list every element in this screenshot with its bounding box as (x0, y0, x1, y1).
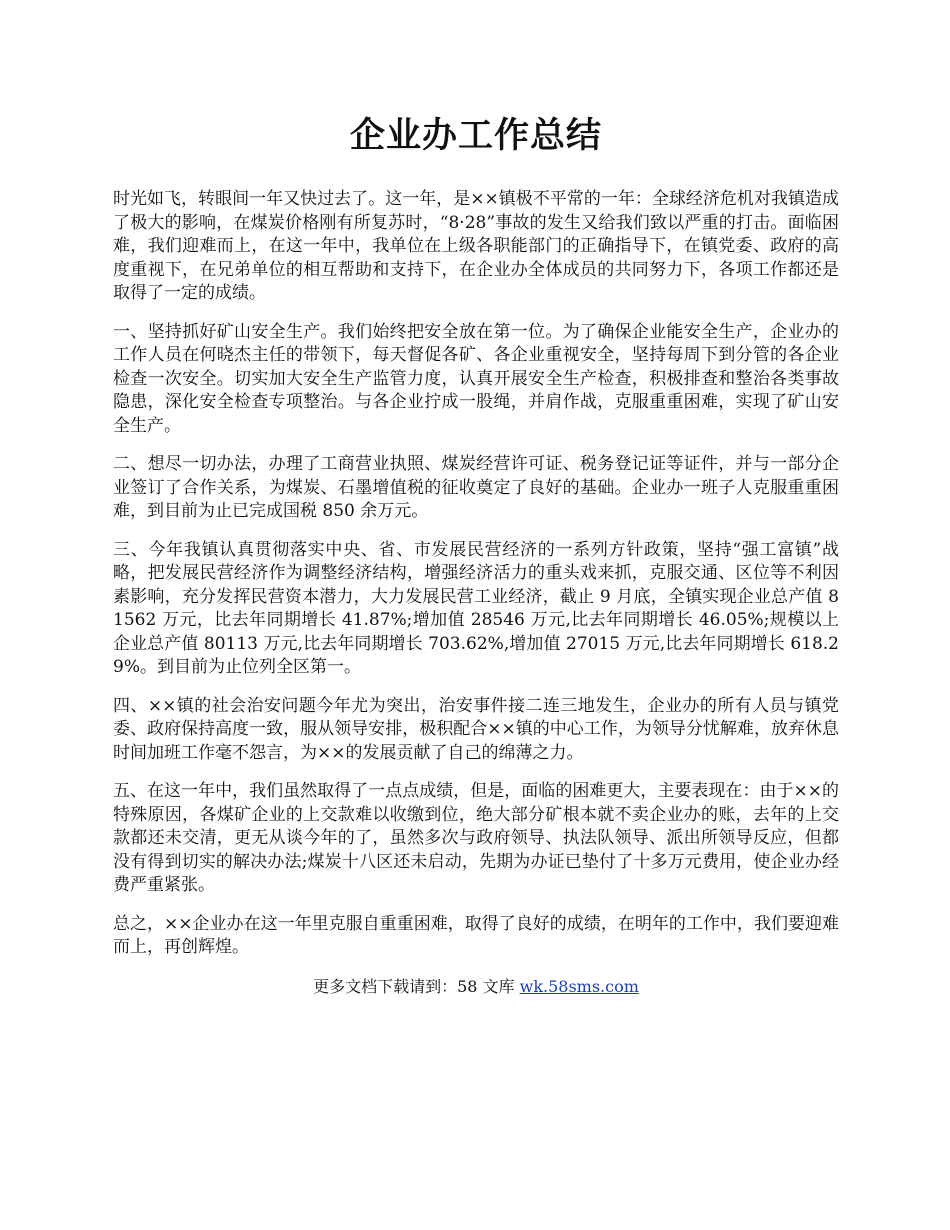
footer-prefix: 更多文档下载请到：58 文库 (313, 976, 520, 996)
paragraph-section-2: 二、想尽一切办法，办理了工商营业执照、煤炭经营许可证、税务登记证等证件，并与一部分企业签订了合作关系，为煤炭、石墨增值税的征收奠定了良好的基础。企业办一班子人克服重重困难，到目前为止已完成国税 850 余万元。 (113, 454, 839, 521)
paragraph-section-5: 五、在这一年中，我们虽然取得了一点点成绩，但是，面临的困难更大，主要表现在：由于××的特殊原因，各煤矿企业的上交款难以收缴到位，绝大部分矿根本就不卖企业办的账，去年的上交款都还未交清，更无从谈今年的了，虽然多次与政府领导、执法队领导、派出所领导反应，但都没有得到切实的解决办法;煤炭十八区还未启动，先期为办证已垫付了十多万元费用，使企业办经费严重紧张。 (113, 781, 839, 895)
footer-link[interactable]: wk.58sms.com (519, 976, 639, 996)
paragraph-section-1: 一、坚持抓好矿山安全生产。我们始终把安全放在第一位。为了确保企业能安全生产，企业办的工作人员在何晓杰主任的带领下，每天督促各矿、各企业重视安全，坚持每周下到分管的各企业检查一次安全。切实加大安全生产监管力度，认真开展安全生产检查，积极排查和整治各类事故隐患，深化安全检查专项整治。与各企业拧成一股绳，并肩作战，克服重重困难，实现了矿山安全生产。 (113, 321, 839, 436)
paragraph-section-4: 四、××镇的社会治安问题今年尤为突出，治安事件接二连三地发生，企业办的所有人员与镇党委、政府保持高度一致，服从领导安排，极积配合××镇的中心工作，为领导分忧解难，放弃休息时间加班工作毫不怨言，为××的发展贡献了自己的绵薄之力。 (113, 695, 839, 763)
download-footer (113, 975, 839, 999)
document-page (113, 110, 839, 999)
paragraph-section-3: 三、今年我镇认真贯彻落实中央、省、市发展民营经济的一系列方针政策，坚持“强工富镇”战略，把发展民营经济作为调整经济结构，增强经济活力的重头戏来抓，克服交通、区位等不利因素影响，充分发挥民营资本潜力，大力发展民营工业经济，截止 9 月底，全镇实现企业总产值 81562 万元，比去年同期增长 41.87%;增加值 28546 万元,比去年同期增长 46.05%;规模以上企业总产值 80113 万元,比去年同期增长 703.62%,增加值 27015 万元,比去年同期增长 618.29%。到目前为止位列全区第一。 (113, 539, 839, 677)
paragraph-conclusion: 总之，××企业办在这一年里克服自重重困难，取得了良好的成绩，在明年的工作中，我们要迎难而上，再创辉煌。 (113, 913, 839, 957)
document-title: 企业办工作总结 (349, 115, 602, 156)
paragraph-intro: 时光如飞，转眼间一年又快过去了。这一年，是××镇极不平常的一年：全球经济危机对我镇造成了极大的影响，在煤炭价格刚有所复苏时，“8·28”事故的发生又给我们致以严重的打击。面临困难，我们迎难而上，在这一年中，我单位在上级各职能部门的正确指导下，在镇党委、政府的高度重视下，在兄弟单位的相互帮助和支持下，在企业办全体成员的共同努力下，各项工作都还是取得了一定的成绩。 (113, 189, 839, 303)
